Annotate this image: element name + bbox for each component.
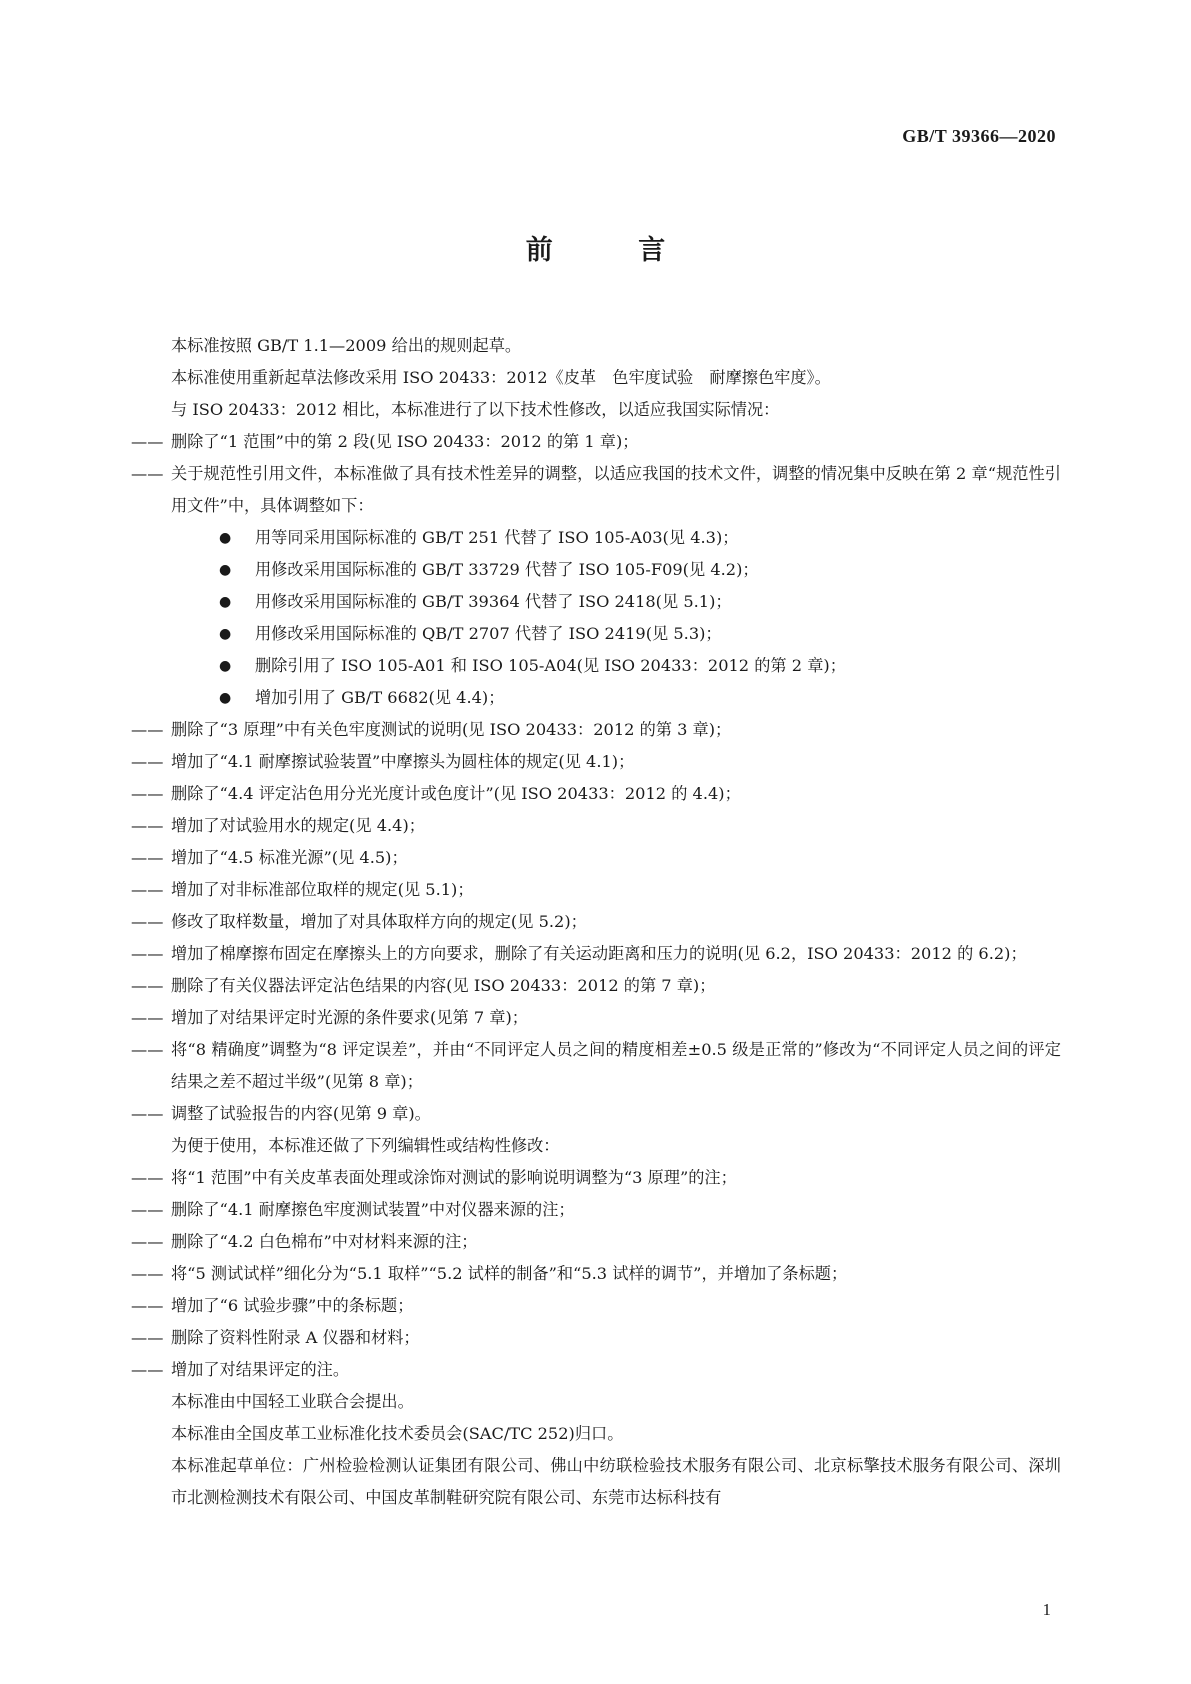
dash-marker: —— (131, 1104, 164, 1123)
list-item (131, 1354, 1061, 1386)
bullet-item (171, 650, 1061, 682)
bullet-icon: ● (219, 562, 232, 578)
paragraph: 本标准由中国轻工业联合会提出。 (171, 1392, 414, 1411)
bullet-text: 删除引用了 ISO 105-A01 和 ISO 105-A04(见 ISO 20433：2012 的第 2 章)； (255, 656, 846, 675)
bullet-text: 用修改采用国际标准的 QB/T 2707 代替了 ISO 2419(见 5.3)； (255, 624, 722, 643)
dash-marker: —— (131, 720, 164, 739)
bullet-icon: ● (219, 594, 232, 610)
dash-marker: —— (131, 1200, 164, 1219)
list-item (131, 1226, 1061, 1258)
list-item (131, 746, 1061, 778)
paragraph: 本标准使用重新起草法修改采用 ISO 20433：2012《皮革 色牢度试验 耐摩擦色牢度》。 (171, 368, 831, 387)
list-item (131, 458, 1061, 522)
list-item (131, 1002, 1061, 1034)
bullet-item (171, 554, 1061, 586)
list-item (131, 842, 1061, 874)
dash-marker: —— (131, 1328, 164, 1347)
paragraph: 本标准按照 GB/T 1.1—2009 给出的规则起草。 (171, 336, 522, 355)
list-item-text: 增加了“6 试验步骤”中的条标题； (171, 1296, 414, 1315)
dash-marker: —— (131, 1296, 164, 1315)
bullet-text: 用修改采用国际标准的 GB/T 39364 代替了 ISO 2418(见 5.1)； (255, 592, 732, 611)
list-item (131, 1322, 1061, 1354)
bullet-icon: ● (219, 626, 232, 642)
list-item-text: 增加了对试验用水的规定(见 4.4)； (171, 816, 425, 835)
dash-marker: —— (131, 752, 164, 771)
standard-number: GB/T 39366—2020 (902, 126, 1056, 146)
paragraph: 本标准由全国皮革工业标准化技术委员会(SAC/TC 252)归口。 (171, 1424, 624, 1443)
list-item (131, 1194, 1061, 1226)
list-item-text: 删除了“4.1 耐摩擦色牢度测试装置”中对仪器来源的注； (171, 1200, 575, 1219)
paragraph: 本标准起草单位：广州检验检测认证集团有限公司、佛山中纺联检验技术服务有限公司、北京标擎技术服务有限公司、深圳市北测检测技术有限公司、中国皮革制鞋研究院有限公司、东莞市达标科技有 (171, 1456, 1061, 1507)
bullet-item (171, 522, 1061, 554)
list-item-text: 增加了对非标准部位取样的规定(见 5.1)； (171, 880, 474, 899)
list-item-text: 将“5 测试试样”细化分为“5.1 取样”“5.2 试样的制备”和“5.3 试样的调节”，并增加了条标题； (171, 1264, 848, 1283)
list-item-text: 调整了试验报告的内容(见第 9 章)。 (171, 1104, 431, 1123)
dash-marker: —— (131, 784, 164, 803)
list-item (131, 1258, 1061, 1290)
foreword-body (131, 330, 1061, 1514)
dash-marker: —— (131, 1232, 164, 1251)
list-item-text: 增加了“4.1 耐摩擦试验装置”中摩擦头为圆柱体的规定(见 4.1)； (171, 752, 635, 771)
paragraph: 为便于使用，本标准还做了下列编辑性或结构性修改： (171, 1136, 560, 1155)
list-item (131, 874, 1061, 906)
bullet-text: 用等同采用国际标准的 GB/T 251 代替了 ISO 105-A03(见 4.3)； (255, 528, 739, 547)
bullet-item (171, 618, 1061, 650)
bullet-text: 用修改采用国际标准的 GB/T 33729 代替了 ISO 105-F09(见 4.2)； (255, 560, 759, 579)
list-item-text: 删除了“1 范围”中的第 2 段(见 ISO 20433：2012 的第 1 章)； (171, 432, 639, 451)
list-item (131, 1162, 1061, 1194)
page-title: 前 言 (525, 235, 704, 266)
list-item (131, 1098, 1061, 1130)
list-item-text: 将“8 精确度”调整为“8 评定误差”，并由“不同评定人员之间的精度相差±0.5 级是正常的”修改为“不同评定人员之间的评定结果之差不超过半级”(见第 8 章)； (171, 1040, 1061, 1091)
list-item (131, 1034, 1061, 1098)
bullet-item (171, 682, 1061, 714)
dash-marker: —— (131, 432, 164, 451)
list-item-text: 关于规范性引用文件，本标准做了具有技术性差异的调整，以适应我国的技术文件，调整的情况集中反映在第 2 章“规范性引用文件”中，具体调整如下： (171, 464, 1061, 515)
list-item-text: 增加了棉摩擦布固定在摩擦头上的方向要求，删除了有关运动距离和压力的说明(见 6.2，ISO 20433：2012 的 6.2)； (171, 944, 1027, 963)
dash-marker: —— (131, 1008, 164, 1027)
list-item (131, 970, 1061, 1002)
bullet-item (171, 586, 1061, 618)
dash-marker: —— (131, 1360, 164, 1379)
list-item (131, 714, 1061, 746)
dash-marker: —— (131, 944, 164, 963)
bullet-icon: ● (219, 658, 232, 674)
list-item-text: 将“1 范围”中有关皮革表面处理或涂饰对测试的影响说明调整为“3 原理”的注； (171, 1168, 737, 1187)
dash-marker: —— (131, 976, 164, 995)
list-item (131, 426, 1061, 458)
list-item (131, 938, 1061, 970)
dash-marker: —— (131, 912, 164, 931)
list-item (131, 906, 1061, 938)
list-item-text: 删除了“3 原理”中有关色牢度测试的说明(见 ISO 20433：2012 的第 3 章)； (171, 720, 732, 739)
list-item (131, 778, 1061, 810)
dash-marker: —— (131, 1040, 164, 1059)
bullet-text: 增加引用了 GB/T 6682(见 4.4)； (255, 688, 505, 707)
dash-marker: —— (131, 816, 164, 835)
bullet-icon: ● (219, 690, 232, 706)
list-item (131, 810, 1061, 842)
list-item-text: 删除了“4.4 评定沾色用分光光度计或色度计”(见 ISO 20433：2012 的 4.4)； (171, 784, 741, 803)
list-item-text: 删除了“4.2 白色棉布”中对材料来源的注； (171, 1232, 478, 1251)
dash-marker: —— (131, 1168, 164, 1187)
list-item-text: 增加了“4.5 标准光源”(见 4.5)； (171, 848, 408, 867)
dash-marker: —— (131, 848, 164, 867)
bullet-icon: ● (219, 530, 232, 546)
dash-marker: —— (131, 464, 164, 483)
list-item-text: 修改了取样数量，增加了对具体取样方向的规定(见 5.2)； (171, 912, 587, 931)
list-item-text: 删除了资料性附录 A 仪器和材料； (171, 1328, 420, 1347)
page-number: 1 (1042, 1600, 1051, 1619)
paragraph: 与 ISO 20433：2012 相比，本标准进行了以下技术性修改，以适应我国实际情况： (171, 400, 780, 419)
list-item-text: 增加了对结果评定时光源的条件要求(见第 7 章)； (171, 1008, 528, 1027)
list-item-text: 增加了对结果评定的注。 (171, 1360, 350, 1379)
list-item (131, 1290, 1061, 1322)
list-item-text: 删除了有关仪器法评定沾色结果的内容(见 ISO 20433：2012 的第 7 章)； (171, 976, 716, 995)
dash-marker: —— (131, 880, 164, 899)
dash-marker: —— (131, 1264, 164, 1283)
